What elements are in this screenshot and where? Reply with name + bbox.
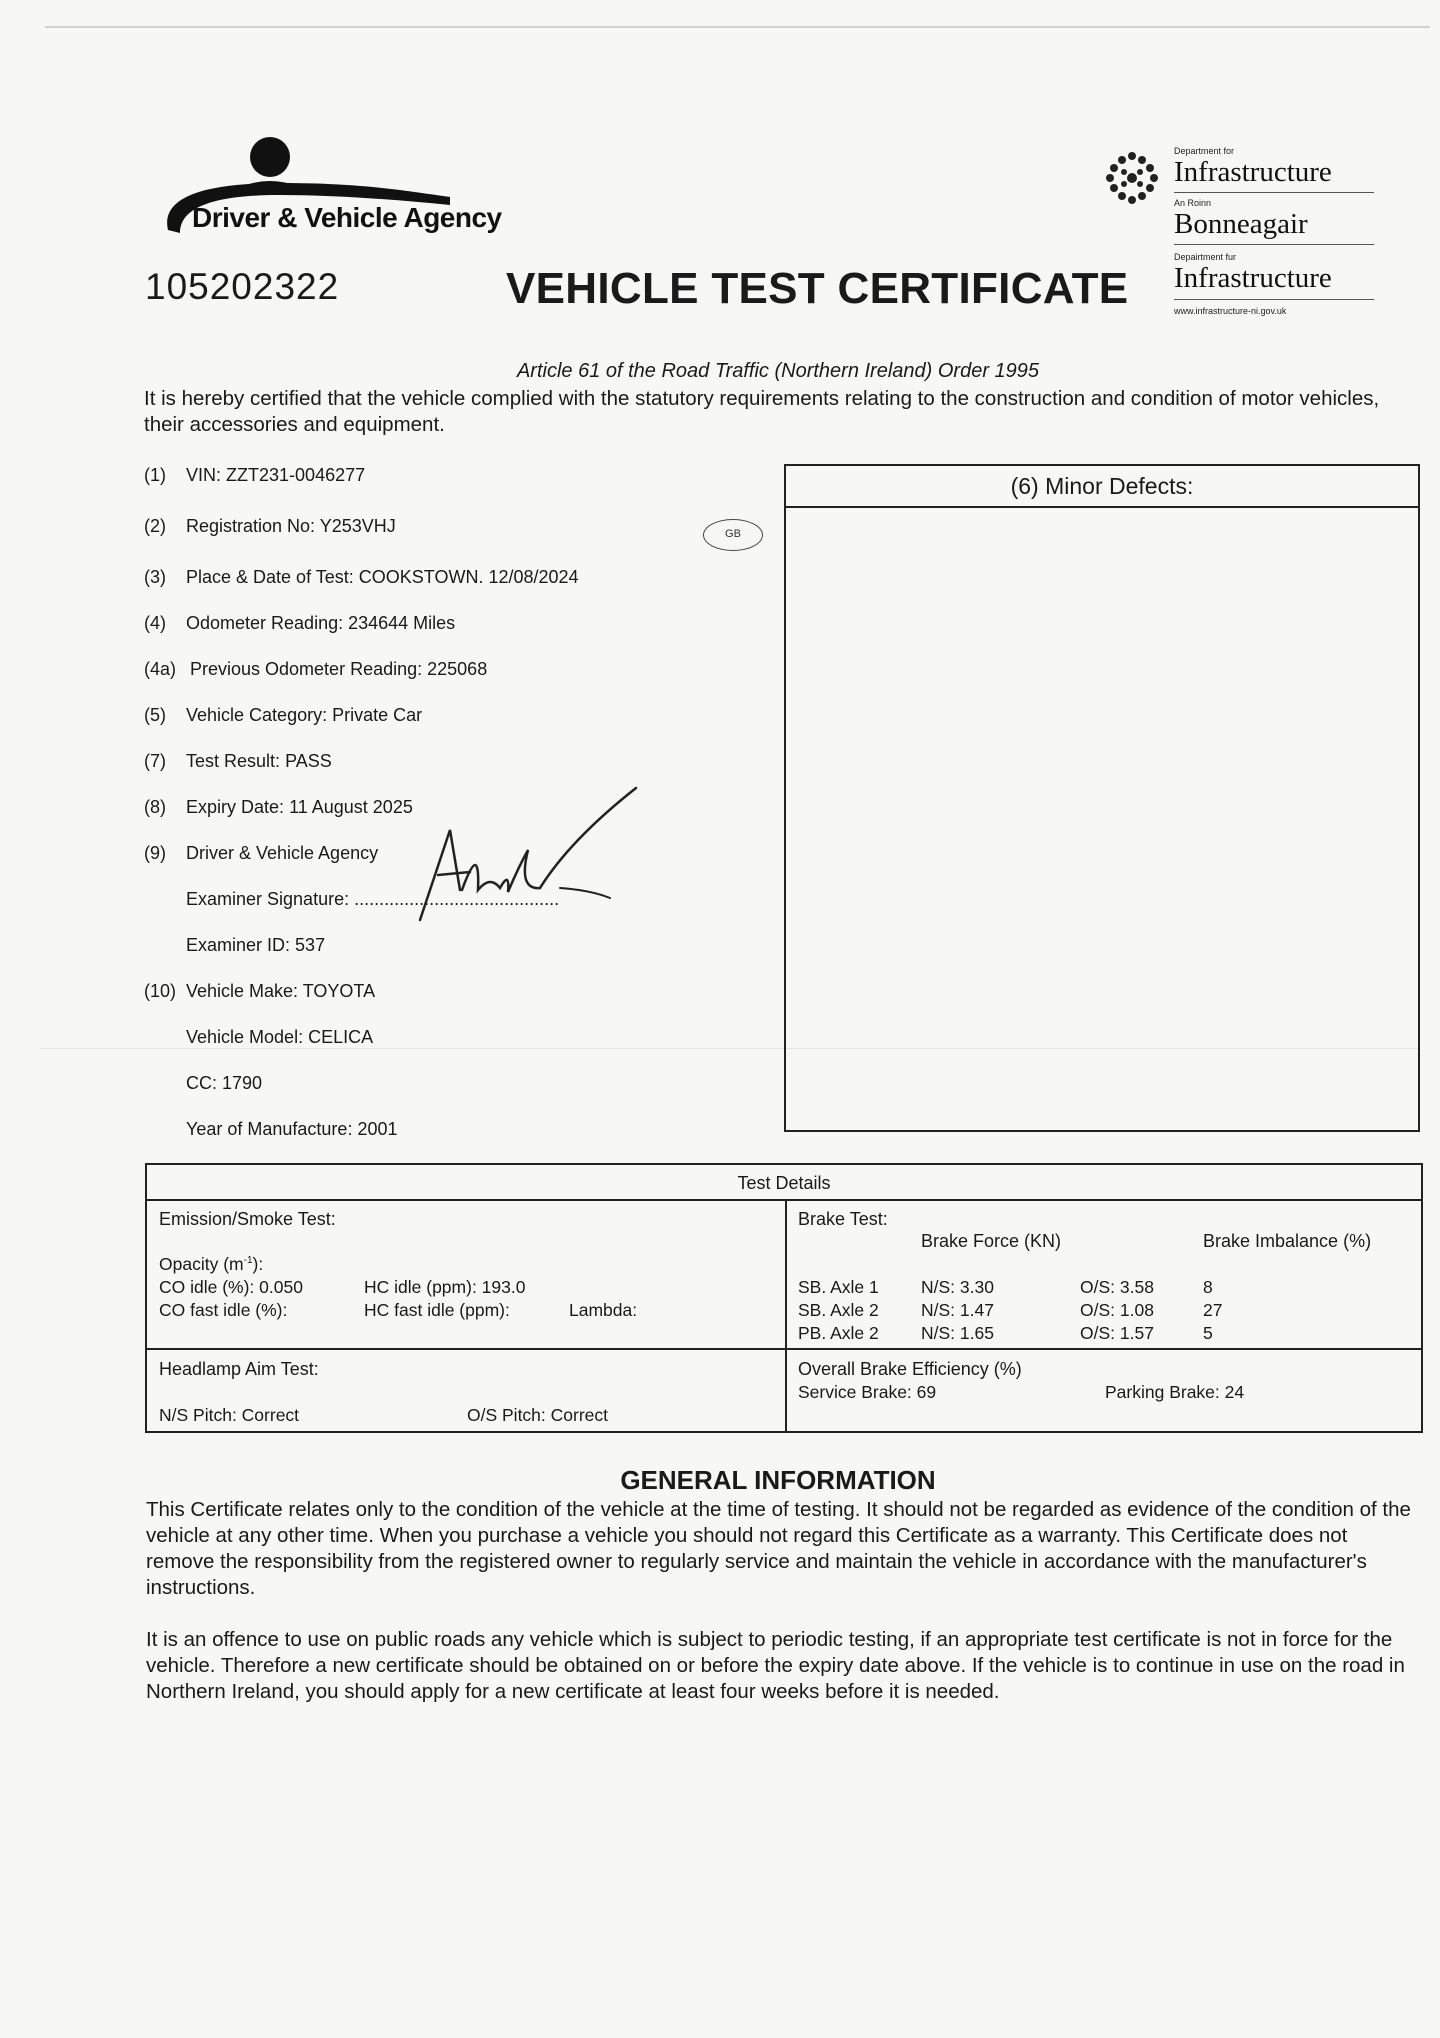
field-label: VIN:	[186, 465, 222, 485]
service-brake: Service Brake: 69	[798, 1382, 937, 1402]
test-details-title: Test Details	[147, 1165, 1421, 1201]
field-vin	[144, 465, 365, 486]
field-label: Examiner Signature:	[186, 889, 350, 909]
co-idle: CO idle (%): 0.050	[159, 1277, 303, 1297]
dept-line2-small: An Roinn	[1174, 198, 1212, 208]
signature-dots: .........................................	[354, 889, 560, 909]
brake-imbalance-header: Brake Imbalance (%)	[1203, 1231, 1372, 1251]
field-previous-odometer	[144, 659, 487, 680]
field-number: (1)	[144, 465, 166, 485]
field-value: 1790	[222, 1073, 263, 1093]
brake-imbalance: 5	[1203, 1323, 1213, 1343]
field-value: TOYOTA	[302, 981, 376, 1001]
field-label: Vehicle Model:	[186, 1027, 304, 1047]
field-place-date	[144, 567, 579, 588]
field-agency	[144, 843, 378, 864]
field-label: Registration No:	[186, 516, 316, 536]
brake-efficiency-label: Overall Brake Efficiency (%)	[798, 1359, 1022, 1379]
brake-axle: SB. Axle 1	[798, 1277, 879, 1297]
opacity-unit-exponent: -1	[243, 1255, 253, 1267]
table-divider	[785, 1201, 787, 1431]
hc-fast-idle: HC fast idle (ppm):	[364, 1300, 510, 1320]
field-number: (2)	[144, 516, 166, 536]
brake-os: O/S: 3.58	[1080, 1277, 1154, 1297]
article-reference	[0, 360, 1440, 383]
field-value: Y253VHJ	[319, 516, 396, 536]
co-fast-idle: CO fast idle (%):	[159, 1300, 288, 1320]
field-number: (5)	[144, 705, 166, 725]
brake-axle: PB. Axle 2	[798, 1323, 879, 1343]
headlamp-test-label: Headlamp Aim Test:	[159, 1359, 319, 1379]
field-registration	[144, 516, 396, 537]
field-number: (10)	[144, 981, 177, 1001]
dept-rule	[1174, 299, 1374, 300]
field-label: Place & Date of Test:	[186, 567, 354, 587]
brake-ns: N/S: 3.30	[921, 1277, 994, 1297]
field-label: CC:	[186, 1073, 217, 1093]
brake-ns: N/S: 1.65	[921, 1323, 994, 1343]
field-number: (4)	[144, 613, 166, 633]
field-cc	[186, 1073, 262, 1094]
field-value: Private Car	[332, 705, 423, 725]
field-value: 234644 Miles	[348, 613, 456, 633]
field-expiry-date	[144, 797, 413, 818]
field-value: CELICA	[308, 1027, 374, 1047]
dept-rule	[1174, 244, 1374, 245]
field-test-result	[144, 751, 332, 772]
field-label: Test Result:	[186, 751, 281, 771]
field-value: PASS	[285, 751, 332, 771]
hc-idle: HC idle (ppm): 193.0	[364, 1277, 526, 1297]
field-year-of-manufacture	[186, 1119, 398, 1140]
field-value: 11 August 2025	[289, 797, 413, 817]
lambda: Lambda:	[569, 1300, 638, 1320]
top-edge-rule	[45, 26, 1430, 28]
brake-imbalance: 8	[1203, 1277, 1213, 1297]
intro-statement: It is hereby certified that the vehicle complied with the statutory requirements relating to the construction and condition of motor vehicles, their accessories and equipment.	[144, 387, 1380, 436]
emission-test-label: Emission/Smoke Test:	[159, 1209, 336, 1229]
field-label: Year of Manufacture:	[186, 1119, 353, 1139]
field-examiner-id	[186, 935, 325, 956]
headlamp-ns-pitch: N/S Pitch: Correct	[159, 1405, 300, 1425]
table-divider	[147, 1348, 1421, 1350]
certificate-number: 105202322	[145, 266, 340, 307]
test-details-table	[145, 1163, 1423, 1433]
field-number: (8)	[144, 797, 166, 817]
field-label: Previous Odometer Reading:	[190, 659, 423, 679]
general-information-title: GENERAL INFORMATION	[620, 1465, 936, 1495]
brake-os: O/S: 1.57	[1080, 1323, 1154, 1343]
opacity-label	[159, 1254, 263, 1275]
dept-url: www.infrastructure-ni.gov.uk	[1174, 306, 1287, 316]
field-vehicle-model	[186, 1027, 373, 1048]
field-number: (4a)	[144, 659, 177, 679]
field-label: Driver & Vehicle Agency	[186, 843, 379, 863]
field-label: Expiry Date:	[186, 797, 285, 817]
general-paragraph-2: It is an offence to use on public roads any vehicle which is subject to periodic testing, if an appropriate test certificate is not in force for the vehicle. Therefore a new certificate should be obtained on or before the expiry date above. If the vehicle is to continue in use on the road in Northern Ireland, you should apply for a new certificate at least four weeks before it is needed.	[146, 1628, 1405, 1703]
field-label: Vehicle Category:	[186, 705, 328, 725]
field-label: Odometer Reading:	[186, 613, 344, 633]
field-label: Examiner ID:	[186, 935, 291, 955]
opacity-label-text: Opacity (m	[159, 1254, 244, 1274]
gb-badge: GB	[703, 519, 763, 551]
brake-force-header: Brake Force (KN)	[921, 1231, 1062, 1251]
minor-defects-box	[784, 464, 1420, 1132]
brake-axle: SB. Axle 2	[798, 1300, 879, 1320]
field-value: 537	[295, 935, 326, 955]
parking-brake: Parking Brake: 24	[1105, 1382, 1245, 1402]
field-number: (9)	[144, 843, 166, 863]
headlamp-os-pitch: O/S Pitch: Correct	[467, 1405, 609, 1425]
opacity-label-suffix: ):	[252, 1254, 264, 1274]
minor-defects-title: (6) Minor Defects:	[786, 466, 1418, 508]
field-label: Vehicle Make:	[186, 981, 299, 1001]
dept-line2-big: Bonneagair	[1174, 208, 1308, 240]
field-value: ZZT231-0046277	[226, 465, 366, 485]
field-value: 225068	[427, 659, 488, 679]
dept-line3-small: Depairtment fur	[1174, 252, 1237, 262]
examiner-signature-icon	[400, 780, 660, 930]
agency-name: Driver & Vehicle Agency	[192, 202, 502, 233]
dept-line1-big: Infrastructure	[1174, 156, 1332, 188]
brake-ns: N/S: 1.47	[921, 1300, 994, 1320]
field-vehicle-category	[144, 705, 422, 726]
field-value: 2001	[357, 1119, 398, 1139]
field-vehicle-make	[144, 981, 375, 1002]
field-number: (3)	[144, 567, 166, 587]
field-value: COOKSTOWN. 12/08/2024	[358, 567, 579, 587]
field-odometer	[144, 613, 455, 634]
brake-imbalance: 27	[1203, 1300, 1223, 1320]
general-paragraph-1: This Certificate relates only to the condition of the vehicle at the time of testing. It should not be regarded as evidence of the condition of the vehicle at any other time. When you purchase a vehicle you should not regard this Certificate as a warranty. This Certificate does not remove the responsibility from the registered owner to regularly service and maintain the vehicle in accordance with the manufacturer's instructions.	[146, 1498, 1411, 1599]
dept-line3-big: Infrastructure	[1174, 262, 1332, 294]
dept-rule	[1174, 192, 1374, 193]
brake-os: O/S: 1.08	[1080, 1300, 1154, 1320]
brake-test-label: Brake Test:	[798, 1209, 888, 1229]
article-text: Article 61 of the Road Traffic (Northern Ireland) Order 1995	[516, 360, 1040, 382]
field-number: (7)	[144, 751, 166, 771]
document-title: VEHICLE TEST CERTIFICATE	[506, 264, 1129, 313]
department-logo	[1104, 144, 1434, 324]
dept-line1-small: Department for	[1174, 146, 1235, 156]
dept-emblem-icon	[1104, 150, 1160, 206]
